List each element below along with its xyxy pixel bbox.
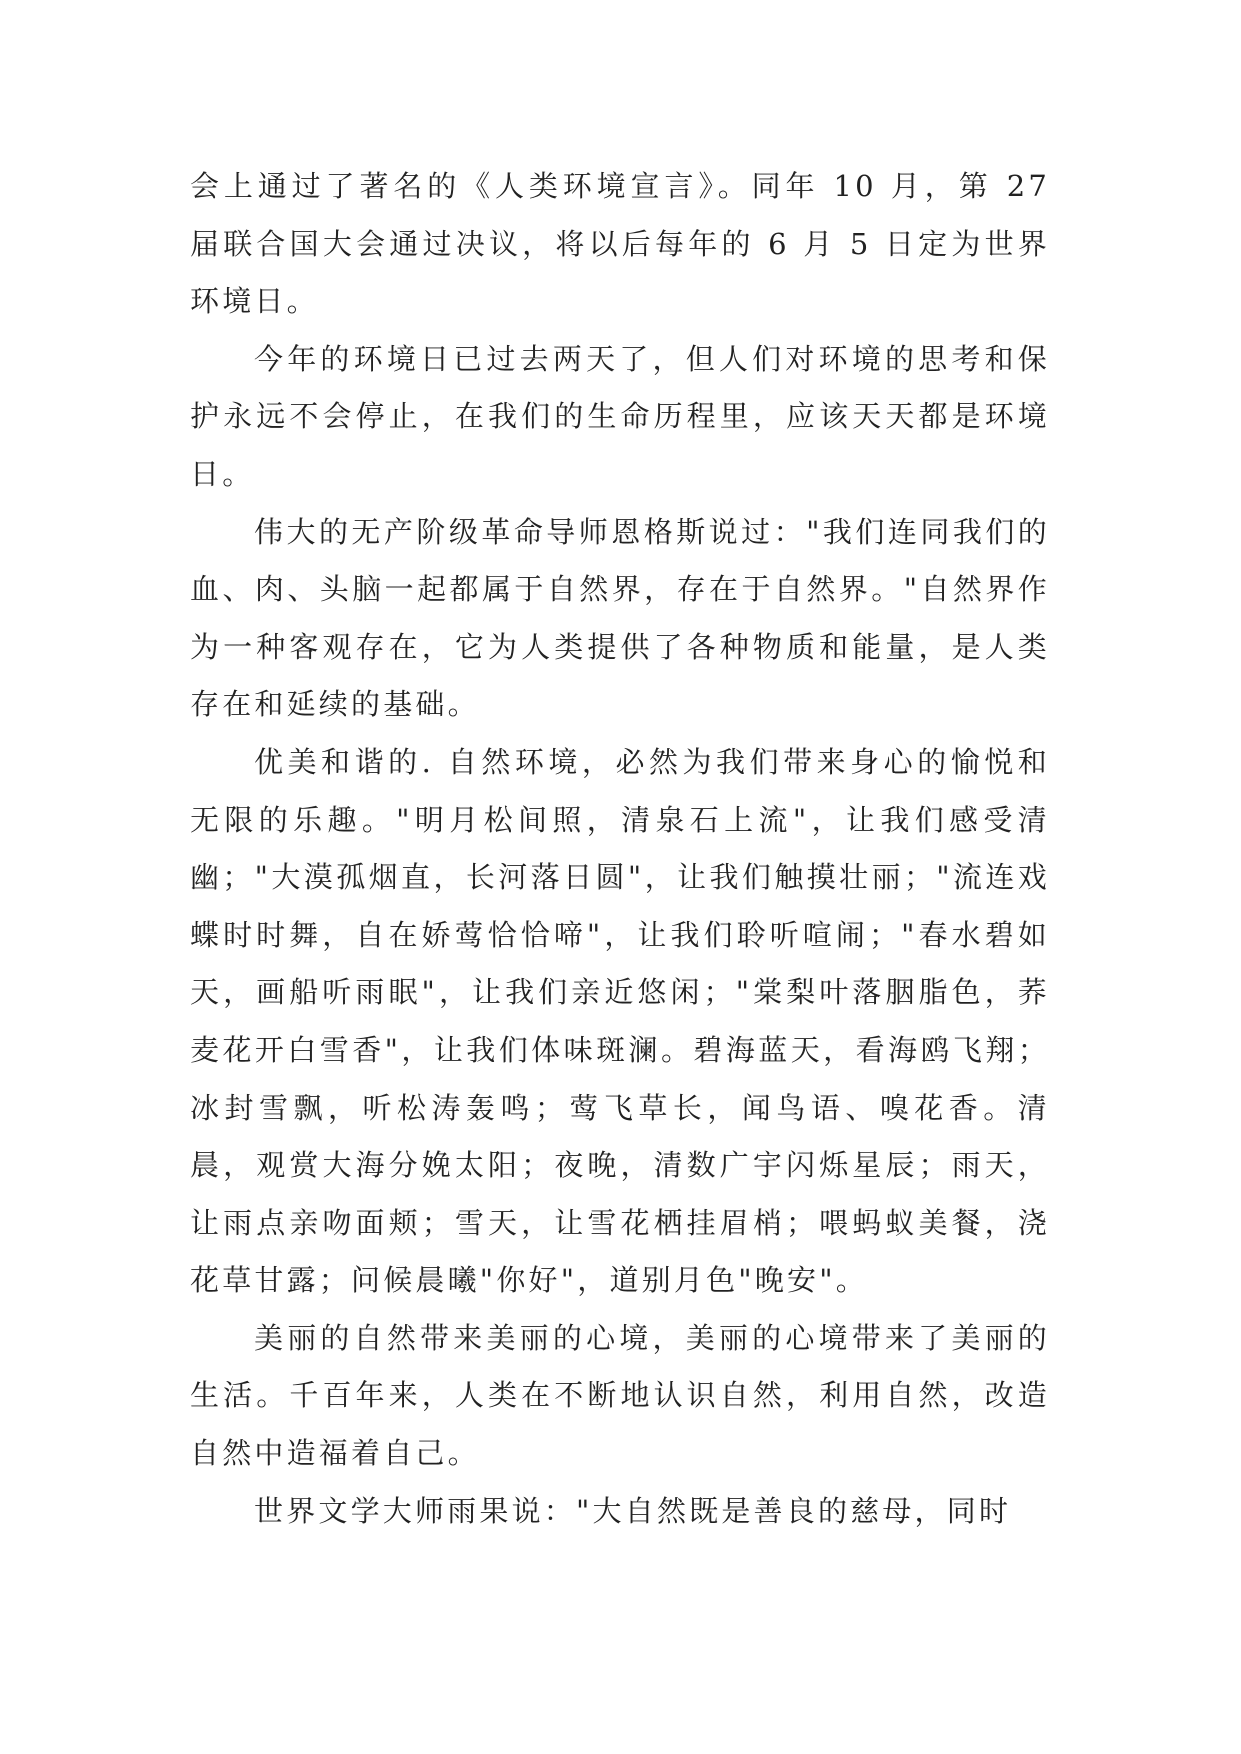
document-body (190, 158, 1050, 1540)
paragraph-environment-day: 今年的环境日已过去两天了，但人们对环境的思考和保护永远不会停止，在我们的生命历程里，应该天天都是环境日。 (190, 341, 1050, 491)
paragraph-continued: 会上通过了著名的《人类环境宣言》。同年 10 月，第 27 届联合国大会通过决议，将以后每年的 6 月 5 日定为世界环境日。 (190, 169, 1050, 319)
paragraph-engels-quote: 伟大的无产阶级革命导师恩格斯说过："我们连同我们的血、肉、头脑一起都属于自然界，存在于自然界。"自然界作为一种客观存在，它为人类提供了各种物质和能量，是人类存在和延续的基础。 (190, 514, 1050, 722)
paragraph-hugo-quote: 世界文学大师雨果说："大自然既是善良的慈母，同时 (254, 1493, 1012, 1528)
paragraph-beautiful-life: 美丽的自然带来美丽的心境，美丽的心境带来了美丽的生活。千百年来，人类在不断地认识自然，利用自然，改造自然中造福着自己。 (190, 1320, 1050, 1471)
paragraph-natural-beauty: 优美和谐的. 自然环境，必然为我们带来身心的愉悦和无限的乐趣。"明月松间照，清泉石上流"，让我们感受清幽；"大漠孤烟直，长河落日圆"，让我们触摸壮丽；"流连戏蝶时时舞，自在娇莺恰恰啼"，让我们聆听喧闹；"春水碧如天，画船听雨眠"，让我们亲近悠闲；"棠梨叶落胭脂色，荞麦花开白雪香"，让我们体味斑澜。碧海蓝天，看海鸥飞翔；冰封雪飘，听松涛轰鸣；莺飞草长，闻鸟语、嗅花香。清晨，观赏大海分娩太阳；夜晚，清数广宇闪烁星辰；雨天，让雨点亲吻面颊；雪天，让雪花栖挂眉梢；喂蚂蚁美餐，浇花草甘露；问候晨曦"你好"，道别月色"晚安"。 (190, 744, 1050, 1298)
